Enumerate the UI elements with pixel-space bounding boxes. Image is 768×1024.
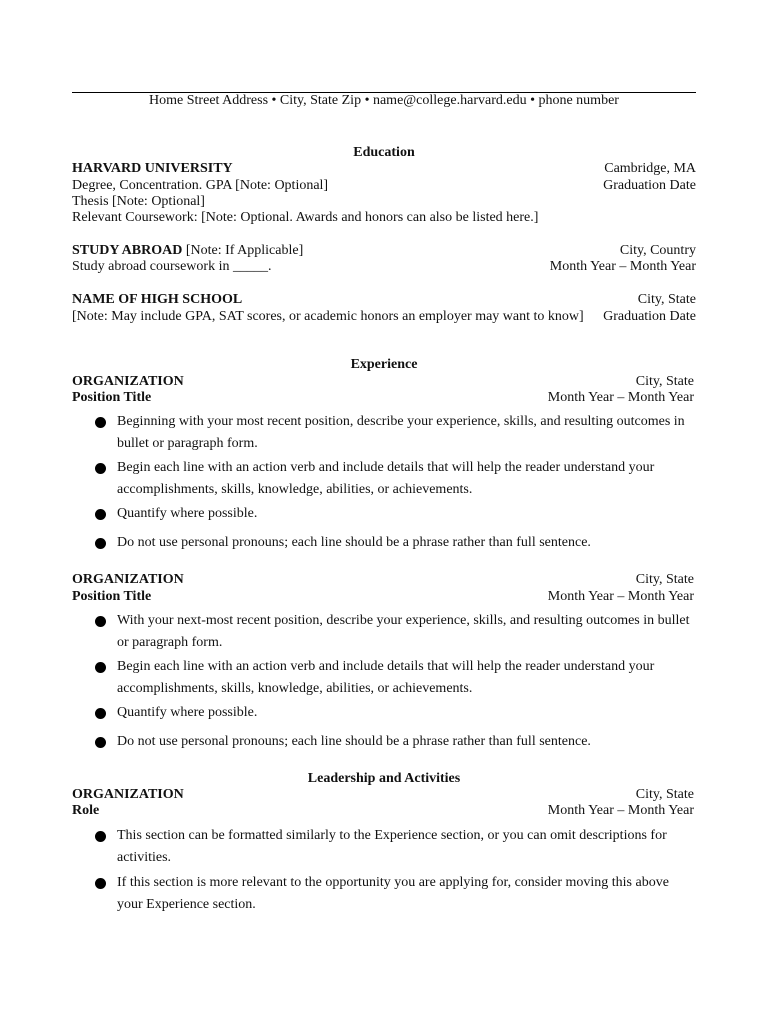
bullet-icon <box>95 463 106 474</box>
high-school-date: Graduation Date <box>603 309 696 324</box>
experience-2-dates: Month Year – Month Year <box>547 589 694 604</box>
bullet-icon <box>95 538 106 549</box>
leadership-bullets <box>72 825 696 916</box>
leadership-location: City, State <box>635 787 694 802</box>
study-abroad-location: City, Country <box>619 243 696 258</box>
leadership-dates: Month Year – Month Year <box>547 803 694 818</box>
study-abroad-name: STUDY ABROAD <box>72 243 183 258</box>
bullet-icon <box>95 616 106 627</box>
experience-1-bullets <box>72 411 696 554</box>
leadership-organization: ORGANIZATION <box>72 787 184 802</box>
leadership-org-row <box>72 787 694 803</box>
list-item <box>72 503 696 525</box>
experience-1-position-row <box>72 390 694 406</box>
list-item <box>72 731 696 753</box>
experience-2-position-row <box>72 589 694 605</box>
experience-1-position: Position Title <box>72 390 152 405</box>
study-abroad-note: [Note: If Applicable] <box>182 243 304 258</box>
harvard-degree: Degree, Concentration. GPA [Note: Optional] <box>72 178 329 193</box>
harvard-row <box>72 161 696 177</box>
study-abroad-row <box>72 243 696 259</box>
bullet-text: Do not use personal pronouns; each line should be a phrase rather than full sentence. <box>117 535 591 550</box>
bullet-icon <box>95 878 106 889</box>
education-heading: Education <box>353 145 415 160</box>
study-abroad-detail-row <box>72 259 696 275</box>
list-item <box>72 872 696 916</box>
bullet-icon <box>95 831 106 842</box>
contact-line: Home Street Address • City, State Zip • name@college.harvard.edu • phone number <box>149 93 619 108</box>
experience-1-dates: Month Year – Month Year <box>547 390 694 405</box>
list-item <box>72 610 696 654</box>
bullet-text: This section can be formatted similarly to the Experience section, or you can omit descriptions for activities. <box>117 828 667 865</box>
bullet-text: Begin each line with an action verb and include details that will help the reader understand your accomplishments, skills, knowledge, abilities, or achievements. <box>117 659 655 696</box>
bullet-text: Quantify where possible. <box>117 506 258 521</box>
high-school-location: City, State <box>637 292 696 307</box>
bullet-text: If this section is more relevant to the opportunity you are applying for, consider moving this above your Experience section. <box>117 875 669 912</box>
experience-1-org-row <box>72 374 694 390</box>
experience-2-bullets <box>72 610 696 753</box>
experience-2-location: City, State <box>635 572 694 587</box>
experience-1-organization: ORGANIZATION <box>72 374 184 389</box>
bullet-text: Do not use personal pronouns; each line should be a phrase rather than full sentence. <box>117 734 591 749</box>
experience-heading: Experience <box>350 357 418 372</box>
bullet-text: Begin each line with an action verb and include details that will help the reader understand your accomplishments, skills, knowledge, abilities, or achievements. <box>117 460 655 497</box>
harvard-date: Graduation Date <box>603 178 696 193</box>
leadership-role-row <box>72 803 694 819</box>
bullet-icon <box>95 708 106 719</box>
bullet-icon <box>95 509 106 520</box>
list-item <box>72 457 696 501</box>
study-abroad-title <box>72 243 303 259</box>
high-school-note: [Note: May include GPA, SAT scores, or academic honors an employer may want to know] <box>72 309 584 324</box>
experience-2-position: Position Title <box>72 589 152 604</box>
bullet-text: Quantify where possible. <box>117 705 258 720</box>
high-school-detail-row <box>72 309 696 325</box>
experience-2-organization: ORGANIZATION <box>72 572 184 587</box>
bullet-icon <box>95 662 106 673</box>
study-abroad-coursework: Study abroad coursework in _____. <box>72 259 272 274</box>
experience-1-location: City, State <box>635 374 694 389</box>
list-item <box>72 411 696 455</box>
study-abroad-dates: Month Year – Month Year <box>549 259 696 274</box>
harvard-coursework: Relevant Coursework: [Note: Optional. Awards and honors can also be listed here.] <box>72 210 539 225</box>
bullet-icon <box>95 737 106 748</box>
harvard-degree-row <box>72 178 696 194</box>
bullet-icon <box>95 417 106 428</box>
list-item <box>72 532 696 554</box>
list-item <box>72 825 696 869</box>
bullet-text: Beginning with your most recent position, describe your experience, skills, and resulting outcomes in bullet or paragraph form. <box>117 414 685 451</box>
high-school-name: NAME OF HIGH SCHOOL <box>72 292 243 307</box>
experience-2-org-row <box>72 572 694 588</box>
bullet-text: With your next-most recent position, describe your experience, skills, and resulting outcomes in bullet or paragraph form. <box>117 613 690 650</box>
leadership-heading: Leadership and Activities <box>307 771 461 786</box>
harvard-location: Cambridge, MA <box>604 161 696 176</box>
high-school-row <box>72 292 696 308</box>
list-item <box>72 702 696 724</box>
harvard-thesis: Thesis [Note: Optional] <box>72 194 205 209</box>
leadership-role: Role <box>72 803 100 818</box>
harvard-name: HARVARD UNIVERSITY <box>72 161 233 176</box>
list-item <box>72 656 696 700</box>
